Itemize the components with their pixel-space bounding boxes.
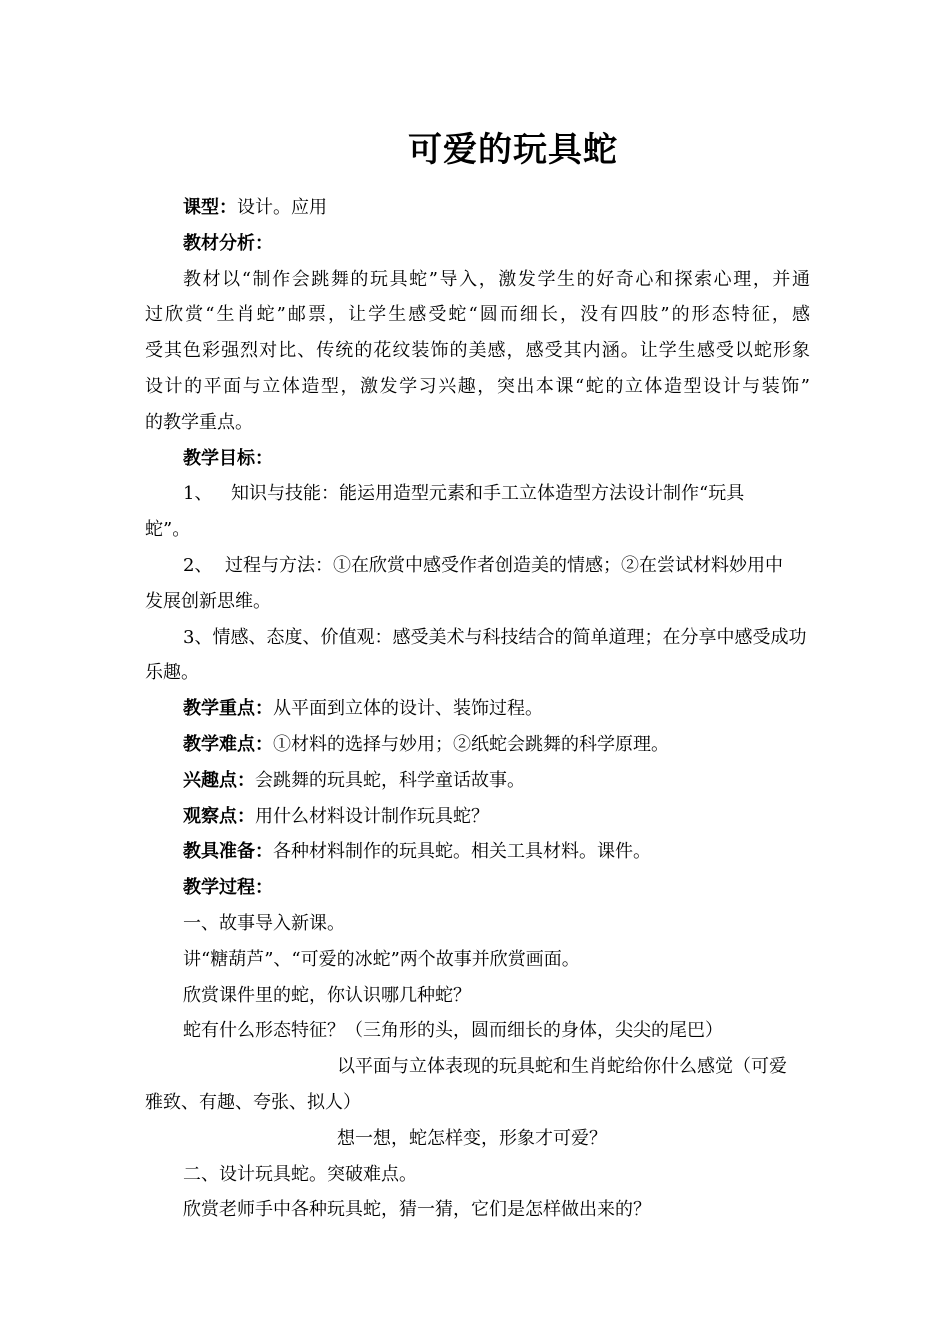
course-type-label: 课型： (183, 197, 237, 218)
process-line: 雅致、有趣、夸张、拟人） (145, 1091, 361, 1113)
teaching-process-label: 教学过程： (183, 877, 273, 899)
process-line: 蛇有什么形态特征？（三角形的头，圆而细长的身体，尖尖的尾巴） (183, 1020, 723, 1042)
key-point-row (145, 691, 810, 727)
process-line: 想一想，蛇怎样变，形象才可爱？ (337, 1127, 607, 1149)
interest-point-value: 会跳舞的玩具蛇，科学童话故事。 (255, 769, 525, 791)
teaching-aids-row (145, 834, 810, 870)
material-analysis-label: 教材分析： (183, 232, 273, 254)
course-type-row (145, 190, 810, 226)
difficult-point-row (145, 727, 810, 763)
teaching-process-heading (145, 870, 810, 906)
material-analysis-heading (145, 226, 810, 262)
material-analysis-line: 设计的平面与立体造型，激发学习兴趣，突出本课“蛇的立体造型设计与装饰” (145, 375, 810, 397)
process-line: 欣赏老师手中各种玩具蛇，猜一猜，它们是怎样做出来的？ (183, 1199, 651, 1221)
goal-text-continued: 乐趣。 (145, 662, 199, 684)
observation-point-label: 观察点： (183, 805, 255, 827)
observation-point-value: 用什么材料设计制作玩具蛇？ (255, 805, 489, 827)
process-line: 欣赏课件里的蛇，你认识哪几种蛇？ (183, 984, 471, 1006)
goal-item: 3、情感、态度、价值观：感受美术与科技结合的简单道理；在分享中感受成功 (183, 626, 807, 648)
goal-text-continued: 发展创新思维。 (145, 590, 271, 612)
document-title: 可爱的玩具蛇 (408, 130, 618, 170)
goal-text-continued: 蛇”。 (145, 519, 191, 541)
document-body (145, 190, 810, 1228)
teaching-aids-value: 各种材料制作的玩具蛇。相关工具材料。课件。 (273, 841, 651, 863)
key-point-label: 教学重点： (183, 698, 273, 720)
goal-text: 过程与方法：①在欣赏中感受作者创造美的情感；②在尝试材料妙用中 (225, 554, 783, 576)
goal-text: 知识与技能：能运用造型元素和手工立体造型方法设计制作“玩具 (231, 483, 745, 505)
process-step-title: 一、故事导入新课。 (183, 912, 345, 934)
process-line: 讲“糖葫芦”、“可爱的冰蛇”两个故事并欣赏画面。 (183, 948, 580, 970)
process-step-title: 二、设计玩具蛇。突破难点。 (183, 1163, 417, 1185)
material-analysis-line: 受其色彩强烈对比、传统的花纹装饰的美感，感受其内涵。让学生感受以蛇形象 (145, 340, 810, 362)
goal-item (145, 476, 810, 512)
teaching-goals-heading (145, 441, 810, 477)
process-line: 以平面与立体表现的玩具蛇和生肖蛇给你什么感觉（可爱 (337, 1056, 787, 1078)
difficult-point-label: 教学难点： (183, 733, 273, 755)
course-type-value: 设计。应用 (237, 197, 327, 218)
observation-point-row (145, 799, 810, 835)
material-analysis-line: 教材以“制作会跳舞的玩具蛇”导入，激发学生的好奇心和探索心理，并通 (183, 268, 810, 290)
goal-number: 2、 (183, 554, 213, 576)
difficult-point-value: ①材料的选择与妙用；②纸蛇会跳舞的科学原理。 (273, 733, 669, 755)
material-analysis-line: 的教学重点。 (145, 411, 253, 433)
interest-point-label: 兴趣点： (183, 769, 255, 791)
teaching-goals-label: 教学目标： (183, 447, 273, 469)
material-analysis-line: 过欣赏“生肖蛇”邮票，让学生感受蛇“圆而细长，没有四肢”的形态特征，感 (145, 304, 810, 326)
teaching-aids-label: 教具准备： (183, 841, 273, 863)
goal-item (145, 548, 810, 584)
goal-number: 1、 (183, 483, 213, 505)
interest-point-row (145, 763, 810, 799)
key-point-value: 从平面到立体的设计、装饰过程。 (273, 698, 543, 720)
